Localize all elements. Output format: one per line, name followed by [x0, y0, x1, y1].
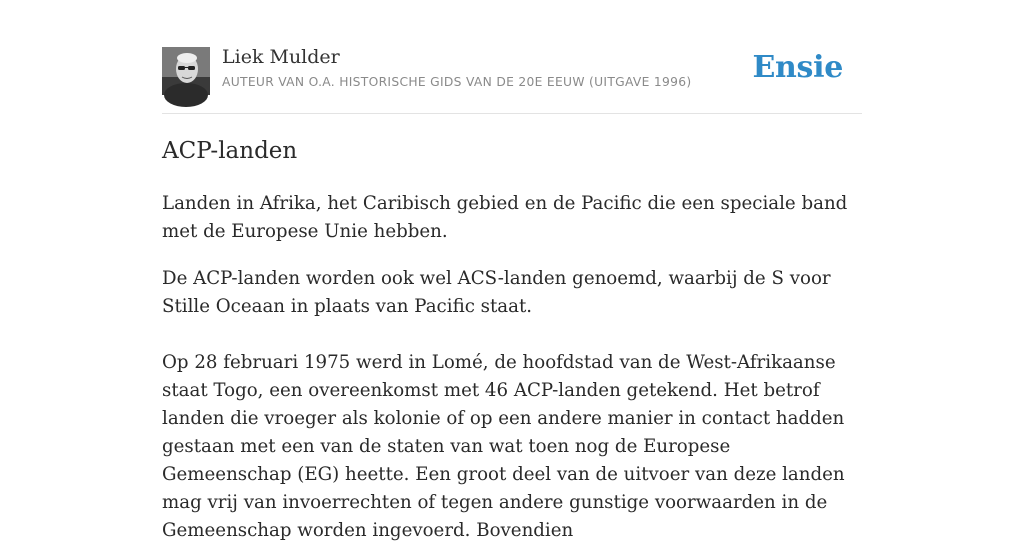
- article-paragraph: Op 28 februari 1975 werd in Lomé, de hoofdstad van de West-Afrikaanse staat Togo, een overeenkomst met 46 ACP-landen getekend. Het betrof landen die vroeger als kolonie of op een andere manier in contact hadden gestaan met een van de staten van wat toen nog de Europese Gemeenschap (EG) heette. Een groot deel van de uitvoer van deze landen mag vrij van invoerrechten of tegen andere gunstige voorwaarden in de Gemeenschap worden ingevoerd. Bovendien: [162, 352, 845, 541]
- article-paragraph: De ACP-landen worden ook wel ACS-landen genoemd, waarbij de S voor Stille Oceaan in plaats van Pacific staat.: [162, 268, 831, 317]
- author-avatar[interactable]: [162, 47, 210, 95]
- author-portrait-icon: [162, 47, 210, 95]
- author-name[interactable]: Liek Mulder: [222, 46, 340, 68]
- author-subtitle: AUTEUR VAN O.A. HISTORISCHE GIDS VAN DE 20E EEUW (UITGAVE 1996): [222, 75, 692, 89]
- article-title: ACP-landen: [162, 138, 298, 164]
- article-page: [162, 0, 862, 541]
- brand-logo[interactable]: Ensie: [752, 50, 843, 85]
- header-divider: [162, 113, 862, 114]
- article-paragraph: Landen in Afrika, het Caribisch gebied en de Pacific die een speciale band met de Europese Unie hebben.: [162, 193, 848, 242]
- author-header: [162, 46, 862, 96]
